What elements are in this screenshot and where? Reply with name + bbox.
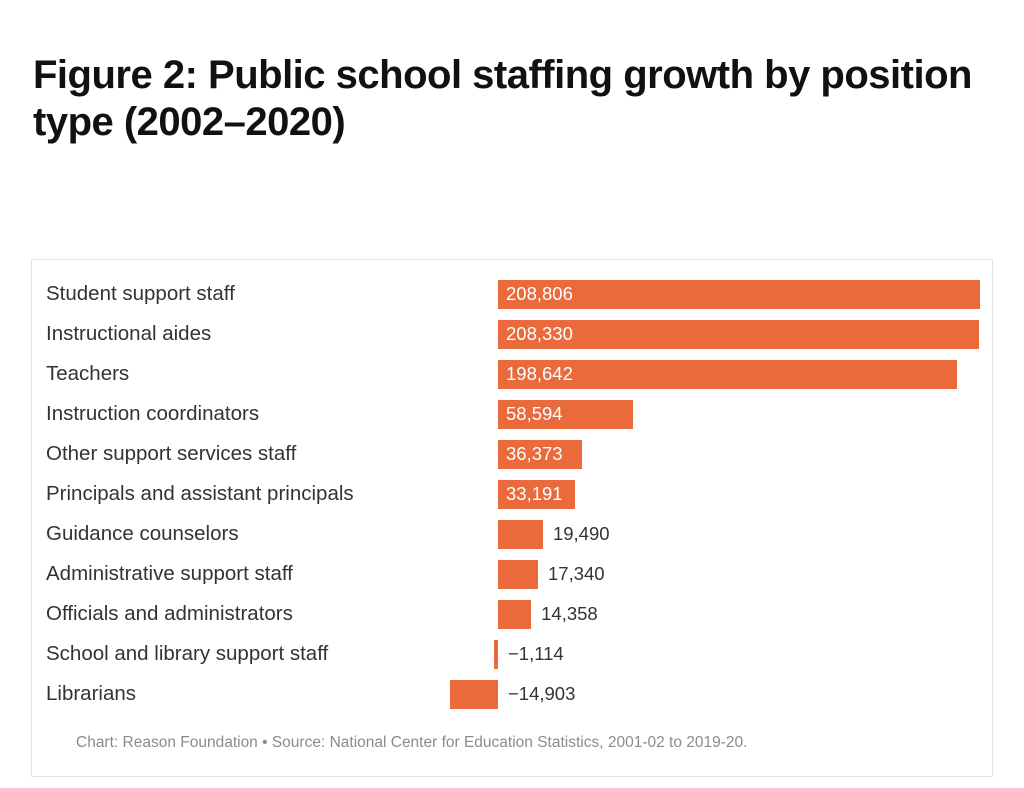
bar-group xyxy=(498,514,610,554)
plot-area xyxy=(450,314,992,354)
chart-row xyxy=(32,674,992,714)
bar xyxy=(498,400,633,429)
chart-row xyxy=(32,354,992,394)
chart-row xyxy=(32,434,992,474)
bar-value-label: 14,358 xyxy=(541,603,598,624)
category-label: Teachers xyxy=(46,362,130,385)
plot-area xyxy=(450,634,992,674)
category-label: Student support staff xyxy=(46,282,235,305)
category-label: Guidance counselors xyxy=(46,522,239,545)
chart-footnote: Chart: Reason Foundation • Source: National Center for Education Statistics, 2001-02 to 2019-20. xyxy=(76,734,748,751)
bar xyxy=(498,440,582,469)
bar-group xyxy=(494,634,563,674)
bar xyxy=(498,560,538,589)
plot-area xyxy=(450,674,992,714)
bar-group xyxy=(498,434,582,474)
chart-row xyxy=(32,554,992,594)
bar-group xyxy=(498,554,605,594)
category-label: Principals and assistant principals xyxy=(46,482,354,505)
plot-area xyxy=(450,354,992,394)
bar-value-label: 36,373 xyxy=(506,443,563,464)
bar-group xyxy=(498,474,575,514)
plot-area xyxy=(450,474,992,514)
bar xyxy=(494,640,498,669)
category-label: Other support services staff xyxy=(46,442,297,465)
bar-value-label: 33,191 xyxy=(506,483,563,504)
chart-row xyxy=(32,314,992,354)
page-title: Figure 2: Public school staffing growth by position type (2002–2020) xyxy=(33,53,972,145)
bar xyxy=(498,520,543,549)
chart-container xyxy=(31,259,993,777)
bar-group xyxy=(498,274,980,314)
bar-group xyxy=(498,394,633,434)
bar xyxy=(498,480,575,509)
chart-row xyxy=(32,594,992,634)
category-label: Instruction coordinators xyxy=(46,402,260,425)
category-label: Officials and administrators xyxy=(46,602,293,625)
bar-group xyxy=(450,674,575,714)
bar-rows xyxy=(32,274,992,714)
bar xyxy=(498,360,957,389)
bar xyxy=(450,680,498,709)
plot-area xyxy=(450,434,992,474)
chart-row xyxy=(32,394,992,434)
chart-row xyxy=(32,514,992,554)
plot-area xyxy=(450,594,992,634)
bar-value-label: 58,594 xyxy=(506,403,563,424)
bar xyxy=(498,320,979,349)
bar-value-label: 208,806 xyxy=(506,283,573,304)
bar xyxy=(498,600,531,629)
chart-row xyxy=(32,634,992,674)
bar xyxy=(498,280,980,309)
chart-row xyxy=(32,474,992,514)
plot-area xyxy=(450,554,992,594)
bar-group xyxy=(498,354,957,394)
plot-area xyxy=(450,274,992,314)
bar-value-label: 198,642 xyxy=(506,363,573,384)
category-label: Administrative support staff xyxy=(46,562,293,585)
plot-area xyxy=(450,514,992,554)
bar-value-label: −14,903 xyxy=(508,683,576,704)
chart-row xyxy=(32,274,992,314)
bar-value-label: −1,114 xyxy=(507,643,564,664)
plot-area xyxy=(450,394,992,434)
bar-group xyxy=(498,594,598,634)
category-label: Instructional aides xyxy=(46,322,212,345)
category-label: Librarians xyxy=(46,682,137,705)
bar-value-label: 19,490 xyxy=(552,523,610,544)
bar-value-label: 208,330 xyxy=(506,323,573,344)
category-label: School and library support staff xyxy=(46,642,329,665)
bar-value-label: 17,340 xyxy=(548,563,605,584)
bar-group xyxy=(498,314,979,354)
